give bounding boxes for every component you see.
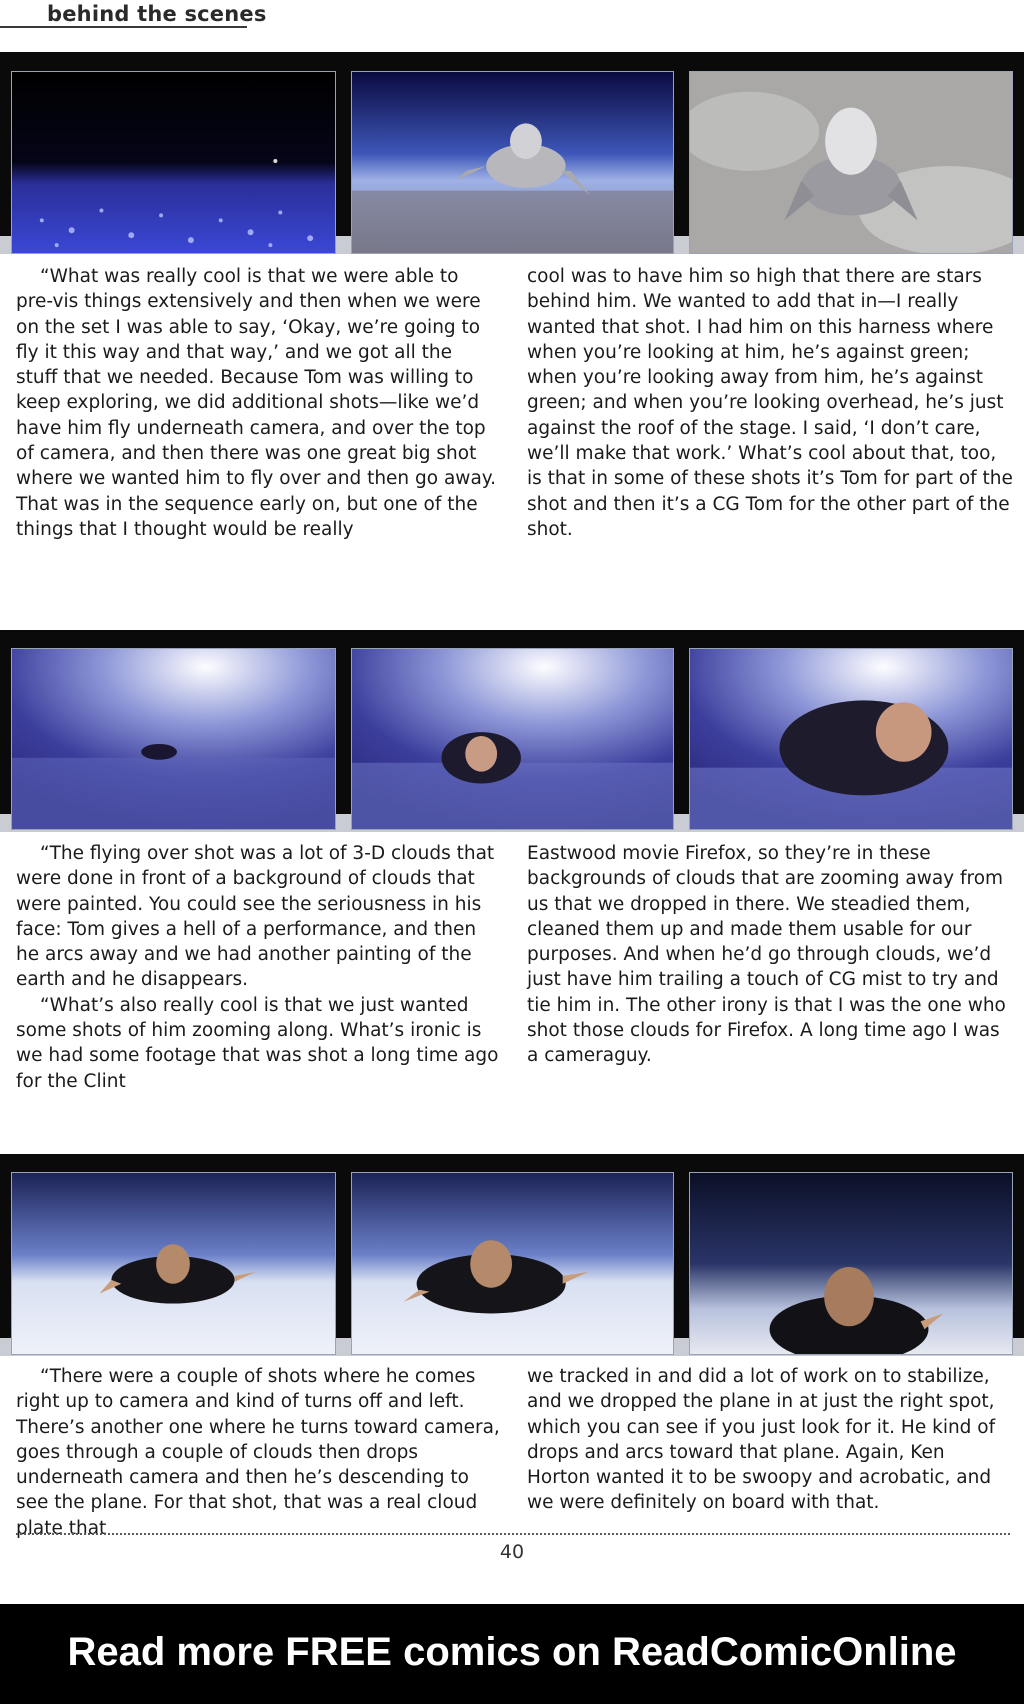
row3-right-column xyxy=(527,1364,1013,1516)
row3-right-paragraph-1: we tracked in and did a lot of work on to stabilize, and we dropped the plane in at just the right spot, which you can see if you just look for it. He kind of drops and arcs toward that plane. Again, Ken Horton wanted it to be swoopy and acrobatic, and we were definitely on board with that. xyxy=(527,1366,996,1514)
row2-right-column xyxy=(527,841,1013,1069)
row2-left-paragraph-1: “The flying over shot was a lot of 3-D clouds that were done in front of a background of clouds that were painted. You could see the seriousness in his face: Tom gives a hell of a performance, and then he arcs away and we had another painting of the earth and he disappears. xyxy=(16,843,495,991)
footer-rule xyxy=(16,1533,1010,1535)
row1-right-paragraph-1: cool was to have him so high that there are stars behind him. We wanted to add that in—I really wanted that shot. I had him on this harness where when you’re looking at him, he’s against green; when you’re looking away from him, he’s against green; and when you’re looking overhead, he’s just against the roof of the stage. I said, ‘I don’t care, we’ll make that work.’ What’s cool about that, too, is that in some of these shots it’s Tom for part of the shot and then it’s a CG Tom for the other part of the shot. xyxy=(527,266,1013,540)
row2-right-paragraph-1: Eastwood movie Firefox, so they’re in these backgrounds of clouds that are zooming away from us that we dropped in there. We steadied them, cleaned them up and made them usable for our purposes. And when he’d go through clouds, we’d just have him trailing a touch of CG mist to try and tie him in. The other irony is that I was the one who shot those clouds for Firefox. A long time ago I was a cameraguy. xyxy=(527,843,1006,1067)
frame-5-approaching-flyer xyxy=(351,648,674,830)
frame-9-flyer-toward-camera xyxy=(689,1172,1013,1355)
row2-left-paragraph-2: “What’s also really cool is that we just wanted some shots of him zooming along. What’s ironic is we had some footage that was shot a long time ago for the Clint xyxy=(16,994,499,1092)
section-title: behind the scenes xyxy=(47,2,267,26)
row1-right-column xyxy=(527,264,1013,542)
header-rule xyxy=(0,26,247,28)
promo-banner-text[interactable]: Read more FREE comics on ReadComicOnline xyxy=(67,1630,957,1674)
row1-left-paragraph-1: “What was really cool is that we were able to pre-vis things extensively and then when we were on the set I was able to say, ‘Okay, we’re going to fly it this way and that way,’ and we got all the stuff that we needed. Because Tom was willing to keep exploring, we did additional shots—like we’d have him fly underneath camera, and over the top of camera, and then there was one great big shot where we wanted him to fly over and then go away. That was in the sequence early on, but one of the things that I thought would be really xyxy=(16,266,496,540)
row3-left-column xyxy=(16,1364,502,1541)
frame-6-close-flyer xyxy=(689,648,1013,830)
row2-left-column xyxy=(16,841,502,1094)
page-number: 40 xyxy=(499,1541,525,1563)
frame-2-flying-figure-previs xyxy=(351,71,674,254)
row3-left-paragraph-1: “There were a couple of shots where he comes right up to camera and kind of turns off and left. There’s another one where he turns toward camera, goes through a couple of clouds then drops underneath camera and then he’s descending to see the plane. For that shot, that was a real cloud plate that xyxy=(16,1366,500,1539)
promo-banner[interactable] xyxy=(0,1604,1024,1704)
frame-7-flyer-over-clouds xyxy=(11,1172,336,1355)
frame-4-distant-flyer xyxy=(11,648,336,830)
row1-left-column xyxy=(16,264,498,542)
frame-3-figure-over-clouds-previs xyxy=(689,71,1013,254)
page-header xyxy=(0,0,1024,52)
frame-1-starfield-previs xyxy=(11,71,336,254)
frame-8-flyer-closer xyxy=(351,1172,674,1355)
